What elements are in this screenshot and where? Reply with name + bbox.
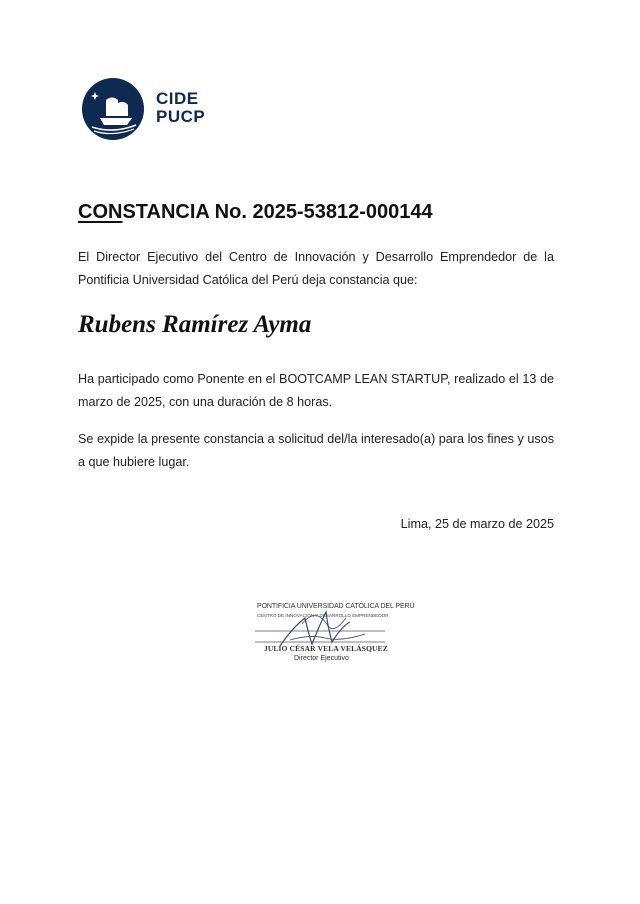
intro-paragraph: El Director Ejecutivo del Centro de Innovación y Desarrollo Emprendedor de la Pontificia Universidad Católica del Perú deja constancia que:	[78, 250, 554, 287]
signer-role: Director Ejecutivo	[294, 655, 349, 662]
recipient-name: Rubens Ramírez Ayma	[78, 311, 312, 338]
participation-paragraph: Ha participado como Ponente en el BOOTCAMP LEAN STARTUP, realizado el 13 de marzo de 2025, con una duración de 8 horas.	[78, 372, 554, 409]
stamp-center: CENTRO DE INNOVACIÓN Y DESARROLLO EMPRENDEDOR	[257, 613, 389, 618]
signer-name: JULIO CÉSAR VELA VELÁSQUEZ	[264, 644, 388, 653]
document-title	[78, 201, 433, 224]
logo-wordmark: CIDE PUCP	[156, 89, 206, 126]
stamp-university: PONTIFICIA UNIVERSIDAD CATÓLICA DEL PERÚ	[257, 603, 415, 610]
title-prefix: CON	[78, 201, 123, 223]
purpose-paragraph: Se expide la presente constancia a solicitud del/la interesado(a) para los fines y usos a que hubiere lugar.	[78, 432, 554, 469]
title-rest: STANCIA No. 2025-53812-000144	[122, 201, 433, 223]
handwritten-signature-icon	[250, 598, 400, 683]
cide-pucp-logo	[82, 78, 222, 142]
ship-emblem-icon	[82, 78, 144, 140]
signature-block	[250, 598, 415, 683]
place-date: Lima, 25 de marzo de 2025	[400, 517, 554, 531]
